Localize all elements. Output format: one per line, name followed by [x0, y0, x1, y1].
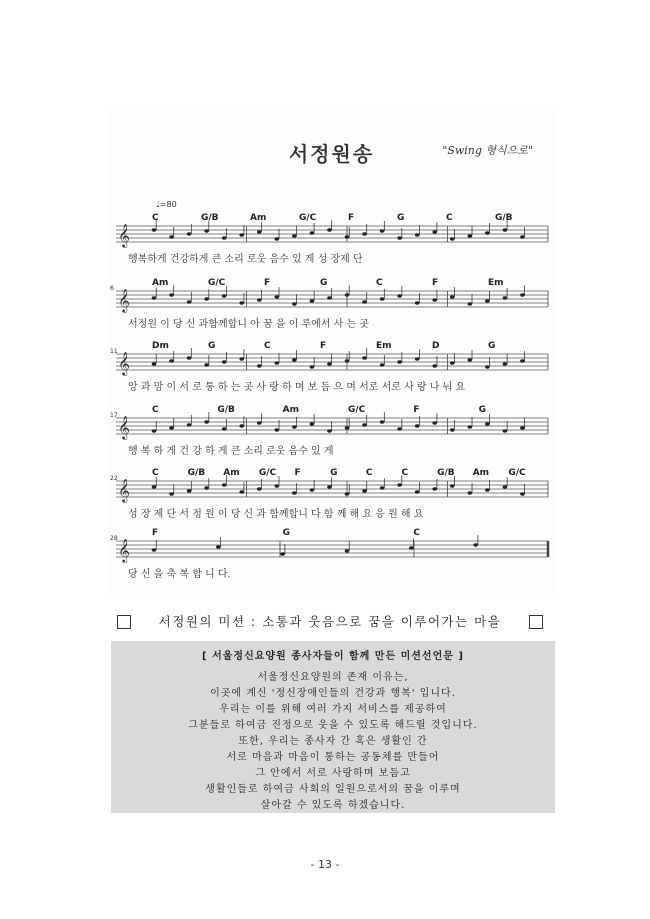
note-head — [380, 486, 385, 489]
tempo-marking: ♩=80 — [156, 200, 177, 209]
chord-symbol: Em — [488, 278, 504, 288]
chord-symbol: G — [488, 341, 496, 351]
note-head — [415, 424, 420, 427]
chord-symbol: G/C — [258, 468, 277, 478]
chord-symbol: Am — [152, 278, 169, 288]
note-head — [503, 429, 508, 432]
mission-declaration-box — [111, 641, 555, 813]
note-head — [257, 230, 262, 233]
staff-lines — [108, 336, 555, 378]
note-head — [292, 302, 297, 305]
note-head — [432, 230, 437, 233]
bar-number: 17 — [110, 412, 118, 419]
sheet-music — [108, 108, 555, 596]
note-head — [362, 300, 367, 303]
note-head — [432, 487, 437, 490]
note-head — [152, 548, 157, 551]
note-head — [380, 229, 385, 232]
chord-symbol: C — [152, 213, 159, 223]
bar-number: 11 — [110, 348, 118, 355]
note-head — [503, 362, 508, 365]
staff-system — [108, 336, 555, 406]
lyric-line: 행복하게 건강하게 큰 소리 로웃 음수 있 게 성 장제 단 — [128, 254, 363, 265]
declaration-title: [ 서울정신요양원 종사자들이 함께 만든 미션선언문 ] — [202, 651, 464, 662]
note-head — [362, 356, 367, 359]
lyric-line: 성 장 제 단 서 정 원 이 당 신 과 함께합니 다 함 께 해 요 응 원 해 요 — [128, 509, 424, 520]
note-head — [257, 421, 262, 424]
mission-text: 서정원의 미션 : 소통과 웃음으로 꿈을 이루어가는 마을 — [158, 614, 502, 629]
note-head — [310, 365, 315, 368]
staff-system — [108, 523, 555, 593]
note-head — [520, 235, 525, 238]
note-head — [204, 420, 209, 423]
note-head — [152, 429, 157, 432]
note-head — [468, 234, 473, 237]
note-head — [310, 422, 315, 425]
note-head — [503, 485, 508, 488]
note-head — [152, 362, 157, 365]
chord-symbol: G — [208, 341, 216, 351]
note-head — [468, 302, 473, 305]
note-head — [415, 233, 420, 236]
chord-symbol: C — [365, 468, 373, 478]
note-head — [257, 298, 262, 301]
chord-symbol: G — [478, 405, 487, 415]
staff-lines — [108, 523, 555, 565]
chord-symbol: D — [432, 341, 440, 351]
treble-clef-icon: 𝄞 — [118, 223, 130, 247]
chord-symbol: C — [413, 528, 420, 538]
checkbox-left-icon — [117, 615, 131, 629]
note-head — [485, 365, 490, 368]
treble-clef-icon: 𝄞 — [118, 351, 130, 375]
note-head — [239, 301, 244, 304]
note-head — [380, 297, 385, 300]
note-head — [327, 362, 332, 365]
note-head — [520, 293, 525, 296]
note-head — [520, 492, 525, 495]
staff-system — [108, 273, 555, 343]
note-head — [187, 489, 192, 492]
chord-symbol: G/C — [208, 278, 226, 288]
note-head — [169, 293, 174, 296]
note-head — [345, 293, 350, 296]
staff-lines — [108, 400, 555, 442]
chord-symbol: G/B — [495, 213, 513, 223]
treble-clef-icon: 𝄞 — [118, 478, 130, 502]
chord-symbol: G — [320, 278, 328, 288]
chord-symbol: F — [432, 278, 439, 288]
note-head — [362, 232, 367, 235]
note-head — [275, 428, 280, 431]
declaration-line: 우리는 이를 위해 여러 가지 서비스를 제공하여 — [219, 704, 447, 715]
note-head — [216, 545, 221, 548]
note-head — [222, 360, 227, 363]
chord-symbol: G/C — [348, 405, 366, 415]
chord-symbol: G — [330, 468, 338, 478]
declaration-line: 살아갈 수 있도록 하겠습니다. — [260, 800, 406, 811]
note-head — [345, 426, 350, 429]
lyric-line: 행 복 하 게 건 강 하 게 큰 소리 로웃 음수 있 게 — [128, 446, 334, 457]
note-head — [415, 357, 420, 360]
note-head — [362, 489, 367, 492]
chord-symbol: F — [320, 341, 327, 351]
note-head — [432, 298, 437, 301]
chord-symbol: F — [152, 528, 159, 538]
note-head — [397, 294, 402, 297]
declaration-line: 서울정신요양원의 존재 이유는, — [257, 672, 409, 683]
declaration-line: 또한, 우리는 종사자 간 혹은 생활인 간 — [238, 736, 428, 747]
chord-symbol: F — [348, 213, 355, 223]
note-head — [327, 429, 332, 432]
note-head — [222, 236, 227, 239]
chord-symbol: Am — [282, 405, 300, 415]
note-head — [409, 546, 414, 549]
note-head — [280, 552, 285, 555]
note-head — [485, 231, 490, 234]
note-head — [310, 488, 315, 491]
note-head — [468, 425, 473, 428]
note-head — [432, 421, 437, 424]
note-head — [222, 483, 227, 486]
chord-symbol: G/B — [201, 213, 219, 223]
chord-symbol: Am — [472, 468, 490, 478]
note-head — [450, 361, 455, 364]
note-head — [485, 422, 490, 425]
bar-number: 6 — [110, 285, 114, 292]
note-head — [239, 490, 244, 493]
note-head — [187, 356, 192, 359]
chord-symbol: G/B — [217, 405, 235, 415]
note-head — [473, 543, 478, 546]
note-head — [169, 235, 174, 238]
chord-symbol: Em — [376, 341, 392, 351]
note-head — [204, 363, 209, 366]
note-head — [450, 428, 455, 431]
note-head — [152, 296, 157, 299]
note-head — [204, 297, 209, 300]
chord-symbol: Dm — [152, 341, 169, 351]
note-head — [432, 364, 437, 367]
note-head — [468, 491, 473, 494]
note-head — [415, 490, 420, 493]
note-head — [292, 234, 297, 237]
bar-number: 28 — [110, 535, 118, 542]
note-head — [397, 427, 402, 430]
declaration-line: 생활인들로 하여금 사회의 일원으로서의 꿈을 이루며 — [205, 784, 461, 795]
declaration-line: 서로 마음과 마음이 통하는 공동체를 만들어 — [226, 752, 440, 763]
note-head — [503, 228, 508, 231]
staff-lines — [108, 208, 555, 250]
chord-symbol: F — [294, 468, 301, 478]
note-head — [450, 295, 455, 298]
treble-clef-icon: 𝄞 — [118, 415, 130, 439]
note-head — [275, 361, 280, 364]
note-head — [485, 488, 490, 491]
note-head — [222, 294, 227, 297]
mission-statement — [117, 611, 543, 633]
chord-symbol: C — [446, 213, 453, 223]
chord-symbol: F — [413, 405, 420, 415]
chord-symbol: Am — [250, 213, 267, 223]
chord-symbol: G/B — [187, 468, 206, 478]
chord-symbol: G/B — [437, 468, 455, 478]
chord-symbol: Am — [223, 468, 240, 478]
declaration-line: 그분들로 하여금 진정으로 웃을 수 있도록 해드릴 것입니다. — [188, 720, 478, 731]
chord-symbol: C — [152, 405, 159, 415]
treble-clef-icon: 𝄞 — [118, 288, 130, 312]
chord-symbol: G — [397, 213, 405, 223]
note-head — [520, 359, 525, 362]
note-head — [310, 231, 315, 234]
note-head — [380, 420, 385, 423]
chord-symbol: G/C — [299, 213, 317, 223]
lyric-line: 서정원 이 당 신 과함께합니 아 꿈 을 이 루에서 사 는 곳 — [128, 319, 370, 330]
staff-system — [108, 208, 555, 278]
note-head — [327, 485, 332, 488]
note-head — [450, 484, 455, 487]
lyric-line: 당 신 을 축 복 합 니 다. — [128, 569, 231, 580]
note-head — [275, 237, 280, 240]
note-head — [257, 364, 262, 367]
note-head — [257, 487, 262, 490]
note-head — [239, 357, 244, 360]
note-head — [345, 235, 350, 238]
note-head — [503, 296, 508, 299]
note-head — [468, 358, 473, 361]
note-head — [222, 427, 227, 430]
note-head — [520, 426, 525, 429]
note-head — [292, 358, 297, 361]
page-number: - 13 - — [310, 858, 340, 871]
note-head — [397, 483, 402, 486]
note-head — [310, 299, 315, 302]
note-head — [169, 426, 174, 429]
note-head — [152, 228, 157, 231]
chord-symbol: G/C — [508, 468, 526, 478]
note-head — [327, 228, 332, 231]
note-head — [397, 360, 402, 363]
note-head — [345, 492, 350, 495]
note-head — [415, 301, 420, 304]
treble-clef-icon: 𝄞 — [118, 538, 130, 562]
chord-symbol: G — [282, 528, 291, 538]
song-title: 서정원송 — [288, 142, 375, 166]
lyric-line: 앙 과 맘 이 서 로 통 하 는 곳 사 랑 하 며 보 듬 으 며 서로 서로 사 랑 나 눠 요 — [128, 382, 466, 393]
note-head — [152, 485, 157, 488]
song-style-note: "Swing 형식으로" — [442, 144, 533, 157]
chord-symbol: F — [264, 278, 271, 288]
note-head — [292, 491, 297, 494]
note-head — [450, 237, 455, 240]
note-head — [239, 424, 244, 427]
note-head — [345, 549, 350, 552]
note-head — [362, 423, 367, 426]
staff-lines — [108, 273, 555, 315]
note-head — [380, 363, 385, 366]
note-head — [169, 492, 174, 495]
note-head — [292, 425, 297, 428]
note-head — [187, 232, 192, 235]
note-head — [187, 423, 192, 426]
note-head — [204, 486, 209, 489]
chord-symbol: C — [376, 278, 383, 288]
note-head — [485, 299, 490, 302]
checkbox-right-icon — [529, 615, 543, 629]
note-head — [204, 229, 209, 232]
staff-system — [108, 400, 555, 470]
note-head — [345, 359, 350, 362]
note-head — [169, 359, 174, 362]
bar-number: 22 — [110, 475, 118, 482]
chord-symbol: C — [264, 341, 271, 351]
note-head — [239, 233, 244, 236]
staff-lines — [108, 463, 555, 505]
note-head — [397, 236, 402, 239]
declaration-line: 이곳에 계신 '정신장애인들의 건강과 행복' 입니다. — [210, 688, 456, 699]
chord-symbol: C — [152, 468, 159, 478]
note-head — [327, 296, 332, 299]
note-head — [275, 484, 280, 487]
declaration-line: 그 안에서 서로 사랑하며 보듬고 — [255, 768, 411, 779]
note-head — [187, 300, 192, 303]
chord-symbol: C — [401, 468, 409, 478]
note-head — [275, 295, 280, 298]
